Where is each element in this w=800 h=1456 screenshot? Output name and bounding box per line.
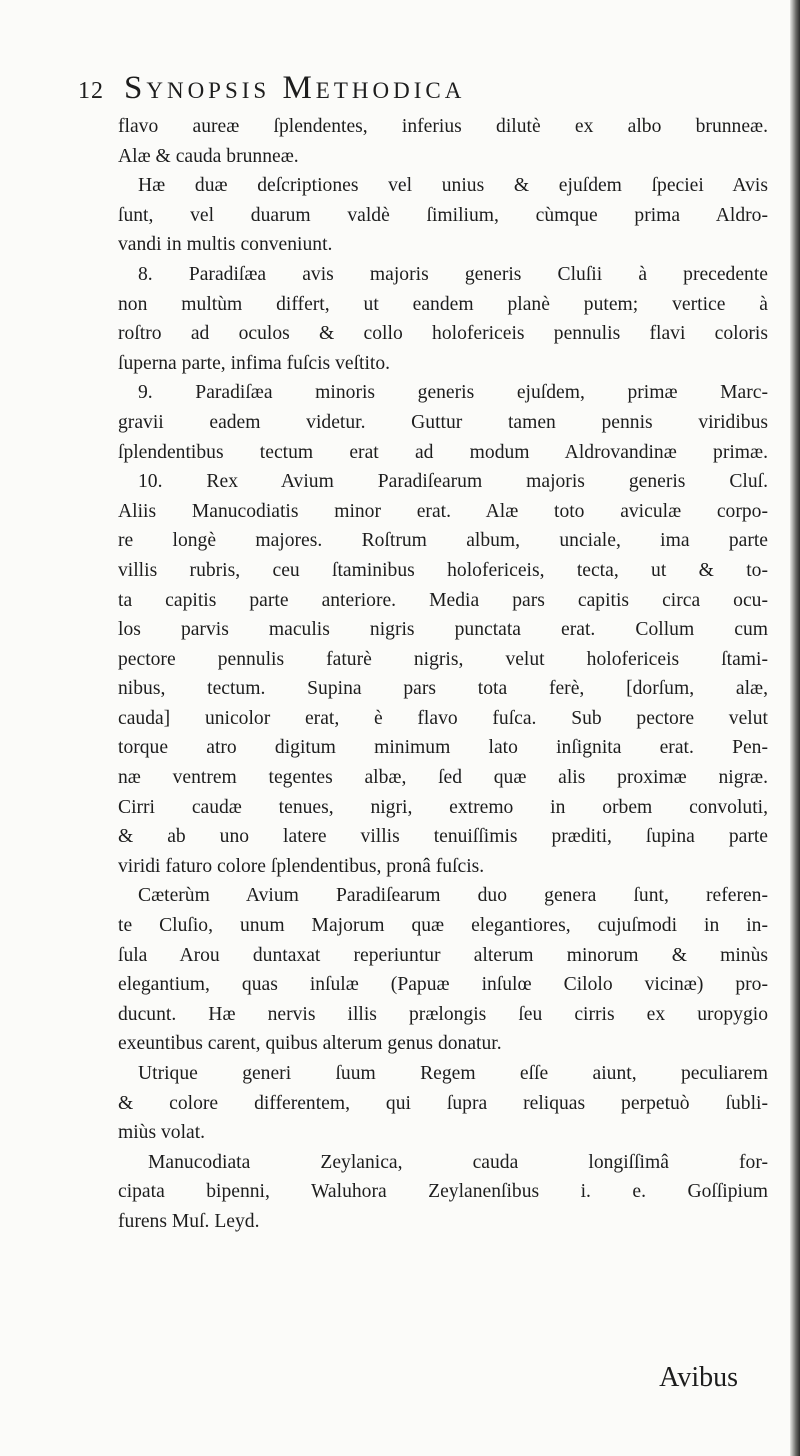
- text-line: re longè majores. Roſtrum album, unciale, ima parte: [118, 530, 768, 552]
- text-line: & ab uno latere villis tenuiſſimis præditi, ſupina parte: [118, 826, 768, 848]
- text-line: vandi in multis conveniunt.: [118, 234, 333, 256]
- text-line: miùs volat.: [118, 1122, 206, 1144]
- text-line: elegantium, quas inſulæ (Papuæ inſulœ Cilolo vicinæ) pro-: [118, 974, 768, 996]
- text-line: Cæterùm Avium Paradiſearum duo genera ſunt, referen-: [138, 885, 768, 907]
- text-line: ſunt, vel duarum valdè ſimilium, cùmque prima Aldro-: [118, 204, 768, 226]
- text-line: flavo aureæ ſplendentes, inferius dilutè ex albo brunneæ.: [118, 116, 768, 137]
- text-line: villis rubris, ceu ſtaminibus holofericeis, tecta, ut & to-: [118, 559, 768, 581]
- text-line: & colore differentem, qui ſupra reliquas perpetuò ſubli-: [118, 1092, 768, 1114]
- text-line: los parvis maculis nigris punctata erat. Collum cum: [118, 619, 768, 641]
- text-line: nibus, tectum. Supina pars tota ferè, [dorſum, alæ,: [118, 678, 768, 700]
- text-line: gravii eadem videtur. Guttur tamen pennis viridibus: [118, 411, 768, 433]
- text-line: cauda] unicolor erat, è flavo fuſca. Sub pectore velut: [118, 707, 768, 729]
- page-number: 12: [78, 78, 104, 104]
- text-line: Aliis Manucodiatis minor erat. Alæ toto aviculæ corpo-: [118, 500, 768, 522]
- text-line: næ ventrem tegentes albæ, ſed quæ alis proximæ nigræ.: [118, 767, 768, 789]
- text-line: furens Muſ. Leyd.: [118, 1210, 260, 1232]
- text-line: non multùm differt, ut eandem planè putem; vertice à: [118, 293, 768, 315]
- text-line: Hæ duæ deſcriptiones vel unius & ejuſdem ſpeciei Avis: [138, 175, 768, 197]
- text-line: ſuperna parte, infima fuſcis veſtito.: [118, 352, 391, 374]
- text-line: exeuntibus carent, quibus alterum genus donatur.: [118, 1033, 502, 1055]
- text-line: ſplendentibus tectum erat ad modum Aldrovandinæ primæ.: [118, 441, 768, 463]
- text-line: pectore pennulis faturè nigris, velut holofericeis ſtami-: [118, 648, 768, 670]
- text-line: ta capitis parte anteriore. Media pars capitis circa ocu-: [118, 589, 768, 611]
- text-line: Utrique generi ſuum Regem eſſe aiunt, peculiarem: [138, 1063, 768, 1084]
- text-line: Cirri caudæ tenues, nigri, extremo in orbem convoluti,: [118, 796, 768, 818]
- running-head: Synopsis Methodica: [124, 70, 466, 106]
- text-line: roſtro ad oculos & collo holofericeis pennulis flavi coloris: [118, 323, 768, 345]
- text-line: Manucodiata Zeylanica, cauda longiſſimâ for-: [148, 1151, 768, 1173]
- text-line: viridi faturo colore ſplendentibus, pronâ fuſcis.: [118, 855, 485, 877]
- text-line: 8. Paradiſæa avis majoris generis Cluſii à precedente: [138, 263, 768, 285]
- page-edge-shadow: [790, 0, 800, 1456]
- page-header: [78, 70, 678, 114]
- text-line: Alæ & cauda brunneæ.: [118, 145, 299, 167]
- text-line: ducunt. Hæ nervis illis prælongis ſeu cirris ex uropygio: [118, 1003, 768, 1025]
- text-line: 10. Rex Avium Paradiſearum majoris generis Cluſ.: [138, 471, 768, 493]
- text-line: ſula Arou duntaxat reperiuntur alterum minorum & minùs: [118, 944, 768, 966]
- catchword: Avibus: [659, 1362, 738, 1393]
- text-line: torque atro digitum minimum lato inſignita erat. Pen-: [118, 737, 768, 759]
- body-text: [118, 112, 768, 1237]
- text-line: 9. Paradiſæa minoris generis ejuſdem, primæ Marc-: [138, 382, 768, 404]
- text-line: cipata bipenni, Waluhora Zeylanenſibus i. e. Goſſipium: [118, 1181, 768, 1203]
- text-line: te Cluſio, unum Majorum quæ elegantiores, cujuſmodi in in-: [118, 915, 768, 937]
